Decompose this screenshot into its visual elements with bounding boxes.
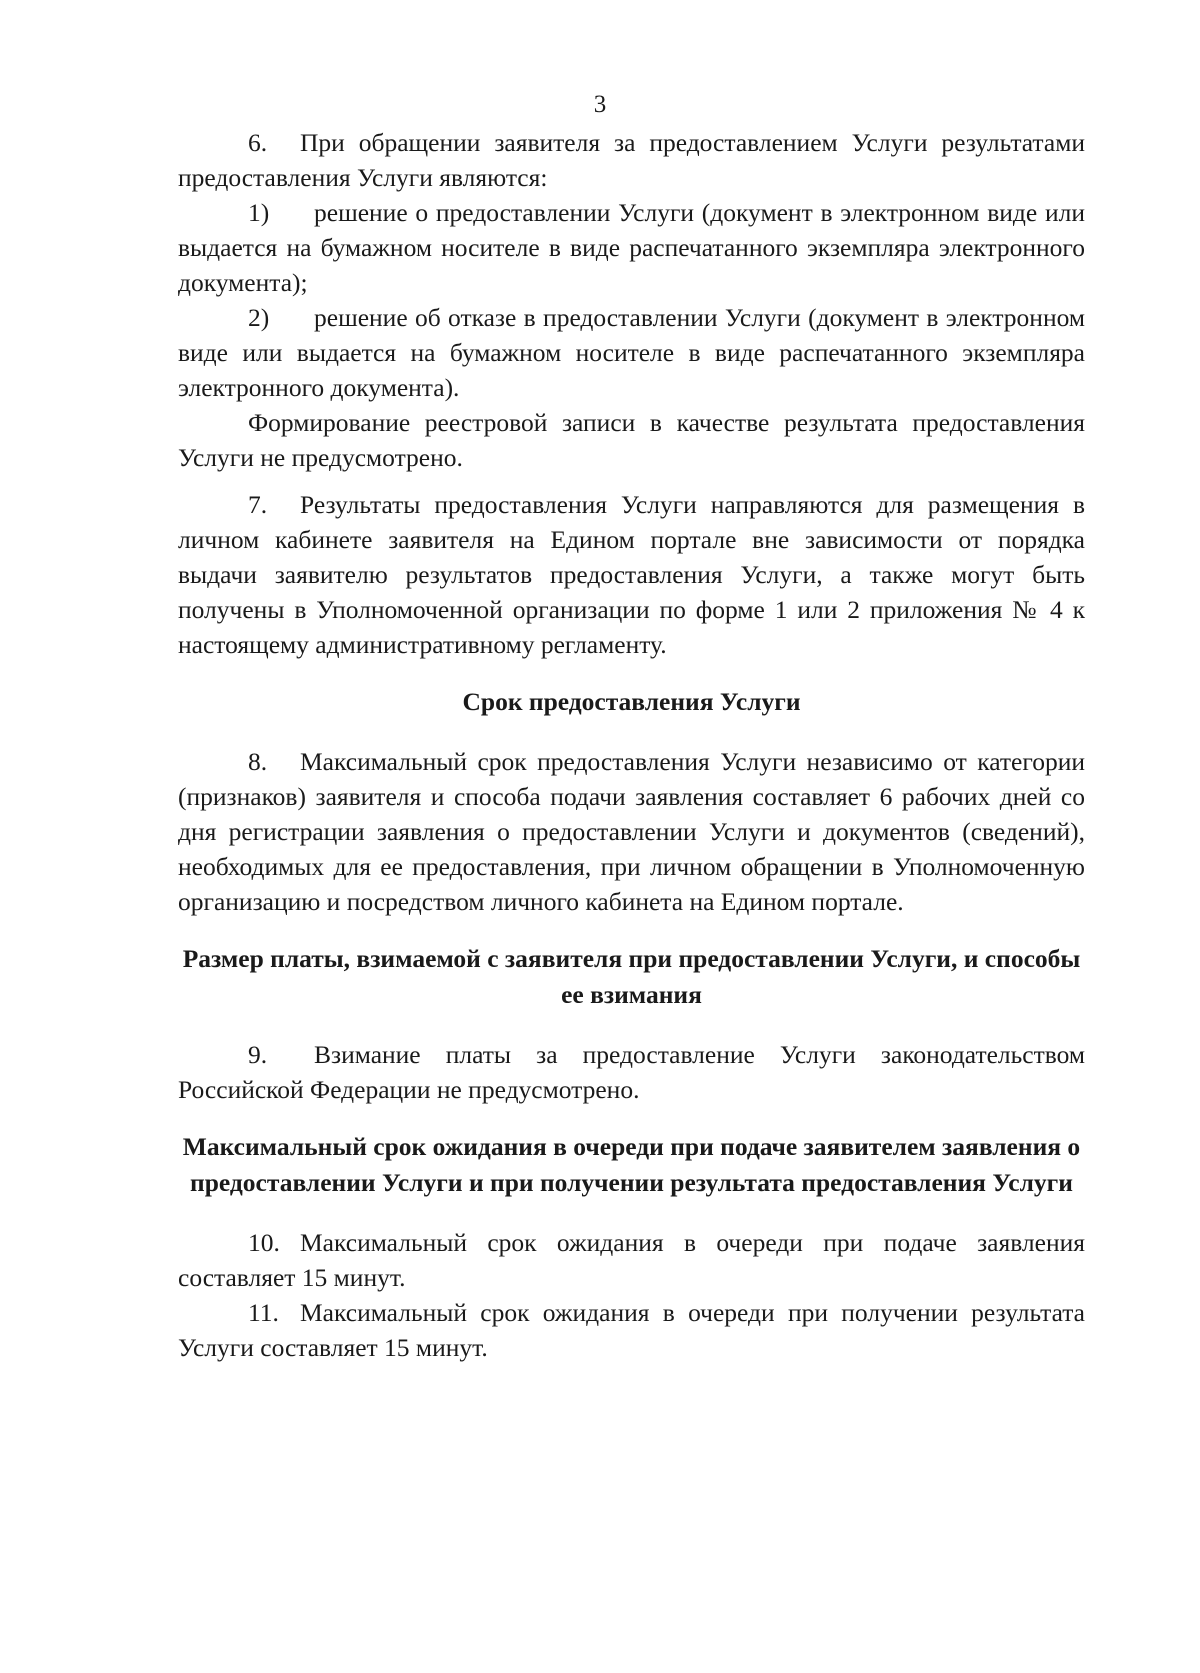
- paragraph-10-text: Максимальный срок ожидания в очереди при подаче заявления составляет 15 минут.: [178, 1228, 1085, 1292]
- list-item-1-number: 1): [248, 198, 270, 227]
- paragraph-8-number: 8.: [248, 747, 268, 776]
- section-heading-term: Срок предоставления Услуги: [462, 687, 801, 716]
- paragraph-10-number: 10.: [248, 1228, 280, 1257]
- paragraph-9-number: 9.: [248, 1040, 268, 1069]
- paragraph-6-text: При обращении заявителя за предоставлением Услуги результатами предоставления Услуги являются:: [178, 128, 1085, 192]
- paragraph-7-text: Результаты предоставления Услуги направляются для размещения в личном кабинете заявителя на Едином портале вне зависимости от порядка выдачи заявителю результатов предоставления Услуги, а также могут быть получены в Уполномоченной организации по форме 1 или 2 приложения № 4 к настоящему административному регламенту.: [178, 490, 1085, 659]
- section-heading-fee: Размер платы, взимаемой с заявителя при предоставлении Услуги, и способы ее взимания: [182, 944, 1081, 1009]
- paragraph-11-text: Максимальный срок ожидания в очереди при получении результата Услуги составляет 15 минут.: [178, 1298, 1085, 1362]
- list-item-1: [178, 195, 1085, 300]
- paragraph-9-text: Взимание платы за предоставление Услуги законодательством Российской Федерации не предусмотрено.: [178, 1040, 1085, 1104]
- paragraph-8-text: Максимальный срок предоставления Услуги независимо от категории (признаков) заявителя и способа подачи заявления составляет 6 рабочих дней со дня регистрации заявления о предоставлении Услуги и документов (сведений), необходимых для ее предоставления, при личном обращении в Уполномоченную организацию и посредством личного кабинета на Едином портале.: [178, 747, 1085, 916]
- paragraph-7: [178, 487, 1085, 662]
- paragraph-7-number: 7.: [248, 490, 268, 519]
- list-item-2-number: 2): [248, 303, 270, 332]
- paragraph-8: [178, 744, 1085, 919]
- page-number: 3: [593, 91, 607, 118]
- list-item-2-text: решение об отказе в предоставлении Услуги (документ в электронном виде или выдается на бумажном носителе в виде распечатанного экземпляра электронного документа).: [178, 303, 1085, 402]
- paragraph-6: [178, 125, 1085, 195]
- document-body: [178, 125, 1085, 1365]
- registry-paragraph: Формирование реестровой записи в качестве результата предоставления Услуги не предусмотрено.: [178, 408, 1085, 472]
- paragraph-11-number: 11.: [248, 1298, 279, 1327]
- list-item-1-text: решение о предоставлении Услуги (документ в электронном виде или выдается на бумажном носителе в виде распечатанного экземпляра электронного документа);: [178, 198, 1085, 297]
- paragraph-11: [178, 1295, 1085, 1365]
- section-heading-queue: Максимальный срок ожидания в очереди при подаче заявителем заявления о предоставлении Услуги и при получении результата предоставления Услуги: [182, 1132, 1081, 1197]
- list-item-2: [178, 300, 1085, 405]
- paragraph-6-number: 6.: [248, 128, 268, 157]
- paragraph-10: [178, 1225, 1085, 1295]
- paragraph-9: [178, 1037, 1085, 1107]
